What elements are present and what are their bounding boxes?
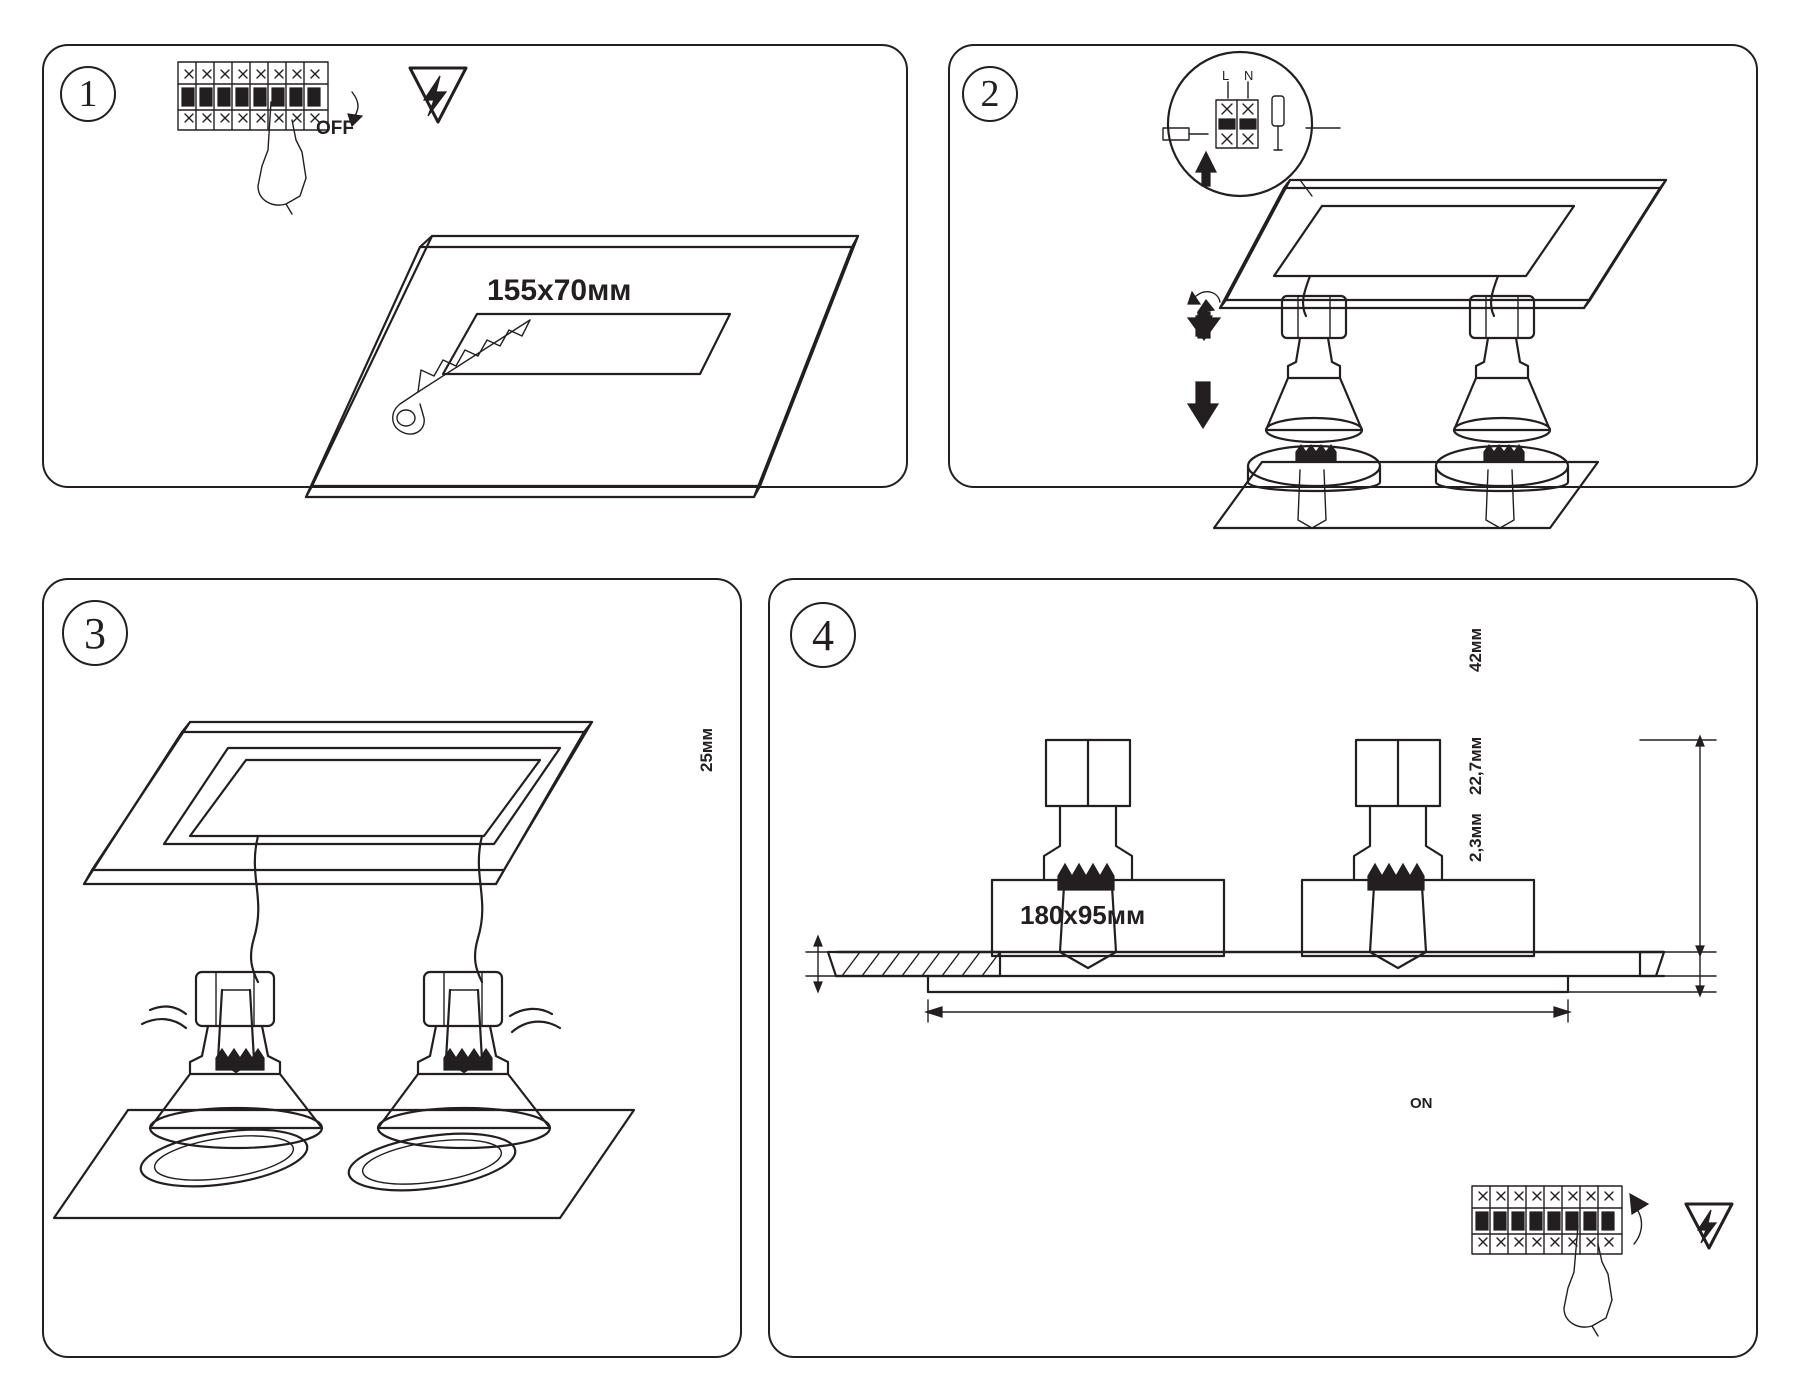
svg-text:N: N — [1244, 68, 1254, 83]
dimension-outer-width — [926, 1000, 1570, 1022]
cutout-dimension-label: 155x70мм — [487, 274, 632, 307]
step-number-3: 3 — [62, 600, 128, 666]
hand-pointing-icon-on — [1564, 1226, 1612, 1336]
breaker-on-arrow-icon — [1630, 1194, 1648, 1244]
high-voltage-warning-icon-on — [1686, 1204, 1732, 1248]
height-trim-label: 2,3мм — [1466, 813, 1485, 862]
hatched-ceiling-icon — [828, 952, 1664, 976]
outer-dimension-label: 180x95мм — [1020, 900, 1146, 930]
breaker-off-label: OFF — [316, 118, 354, 139]
dimension-lines-vertical — [1560, 736, 1716, 996]
height-total-label: 42мм — [1466, 627, 1485, 672]
ceiling-thickness-label: 25мм — [697, 727, 716, 772]
ceiling-hatch-left — [842, 952, 1000, 976]
breaker-on-label: ON — [1410, 1095, 1433, 1112]
svg-text:L: L — [1222, 68, 1230, 83]
step-number-2: 2 — [962, 66, 1018, 122]
height-body-label: 22,7мм — [1466, 736, 1485, 795]
circuit-breaker-panel-icon-on — [1472, 1186, 1622, 1254]
cross-section-icon — [836, 740, 1664, 992]
step-number-4: 4 — [790, 602, 856, 668]
step-number-1: 1 — [60, 66, 116, 122]
